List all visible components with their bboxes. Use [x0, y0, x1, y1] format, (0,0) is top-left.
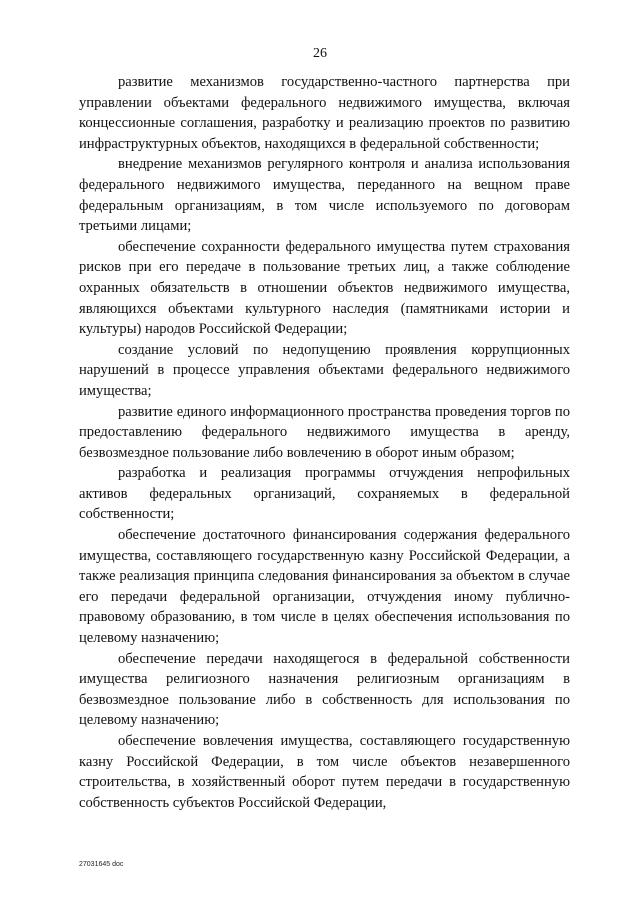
- paragraph: создание условий по недопущению проявления коррупционных нарушений в процессе управления объектами федерального недвижимого имущества;: [79, 341, 570, 399]
- paragraph: обеспечение вовлечения имущества, составляющего государственную казну Российской Федерации, в том числе объектов незавершенного строительства, в хозяйственный оборот путем передачи в государственную собственность субъектов Российской Федерации,: [79, 733, 570, 811]
- page-number: 26: [313, 46, 327, 61]
- paragraph: обеспечение передачи находящегося в федеральной собственности имущества религиозного назначения религиозным организациям в безвозмездное пользование либо в собственность для использования по целевому назначению;: [79, 650, 570, 729]
- paragraph: развитие механизмов государственно-частного партнерства при управлении объектами федерального недвижимого имущества, включая концессионные соглашения, разработку и реализацию проектов по развитию инфраструктурных объектов, находящихся в федеральной собственности;: [79, 74, 570, 152]
- paragraph: развитие единого информационного пространства проведения торгов по предоставлению федерального недвижимого имущества в аренду, безвозмездное пользование либо вовлечению в оборот иным образом;: [79, 403, 570, 461]
- paragraph: обеспечение достаточного финансирования содержания федерального имущества, составляющего государственную казну Российской Федерации, а также реализация принципа следования финансирования за объектом в случае его передачи федеральной организации, отчуждения иному публично-правовому образованию, в том числе в целях обеспечения использования по целевому назначению;: [79, 527, 570, 647]
- document-body: [79, 72, 570, 813]
- paragraph: разработка и реализация программы отчуждения непрофильных активов федеральных организаций, сохраняемых в федеральной собственности;: [79, 465, 570, 523]
- paragraph: обеспечение сохранности федерального имущества путем страхования рисков при его передаче в пользование третьих лиц, а также соблюдение охранных обязательств в отношении объектов недвижимого имущества, являющихся объектами культурного наследия (памятниками истории и культуры) народов Российской Федерации;: [79, 238, 570, 338]
- paragraph: внедрение механизмов регулярного контроля и анализа использования федерального недвижимого имущества, переданного на вещном праве федеральным организациям, в том числе используемого по договорам третьими лицами;: [79, 156, 570, 235]
- footer-document-code: 27031645 doc: [79, 861, 124, 868]
